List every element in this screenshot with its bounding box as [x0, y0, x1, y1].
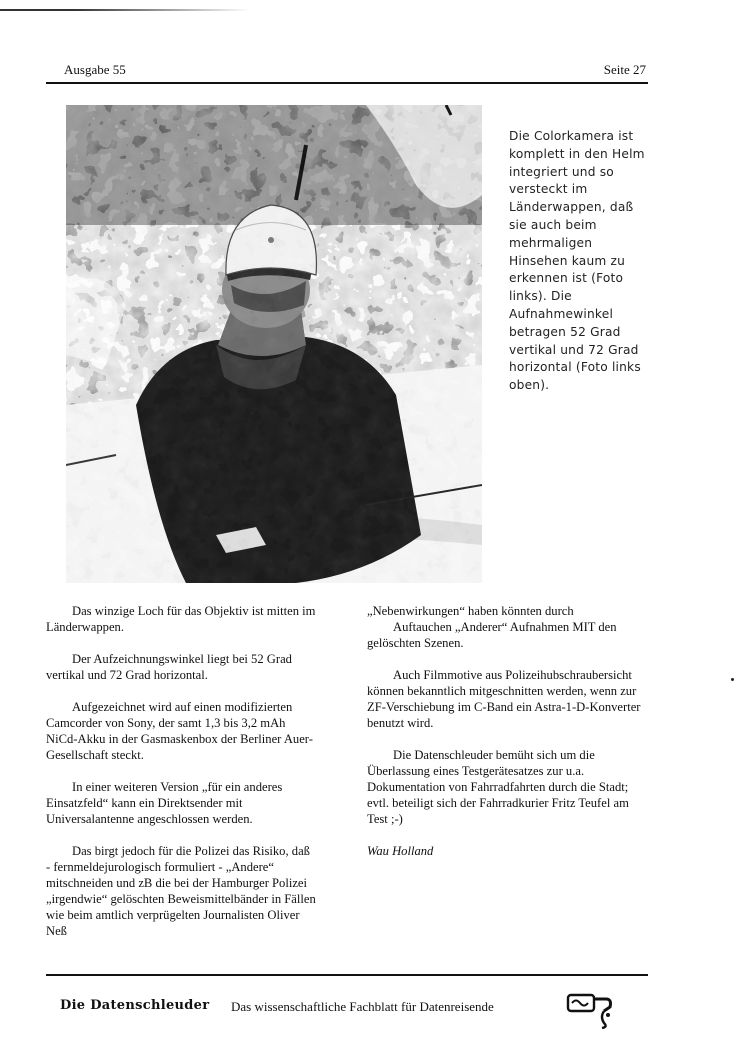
paragraph: Auftauchen „Anderer“ Aufnahmen MIT den gelöschten Szenen. [367, 620, 617, 650]
photo-illustration [66, 105, 482, 583]
author-signature: Wau Holland [367, 844, 434, 858]
paragraph: Das winzige Loch für das Objektiv ist mitten im Länderwappen. [46, 604, 316, 634]
left-column [46, 603, 316, 955]
paragraph: In einer weiteren Version „für ein anderes Einsatzfeld“ kann ein Direktsender mit Universalantenne angeschlossen werden. [46, 780, 283, 826]
footer-brand: Die Datenschleuder [60, 998, 210, 1013]
scan-artifact-line [0, 9, 250, 11]
paragraph: Der Aufzeichnungswinkel liegt bei 52 Grad vertikal und 72 Grad horizontal. [46, 652, 292, 682]
scan-speck [731, 678, 734, 681]
paragraph: Aufgezeichnet wird auf einen modifizierten Camcorder von Sony, der samt 1,3 bis 3,2 mAh NiCd-Akku in der Gasmaskenbox der Berliner Auer-Gesellschaft steckt. [46, 700, 313, 762]
right-column [367, 603, 647, 875]
paragraph: Auch Filmmotive aus Polizeihubschraubersicht können bekanntlich mitgeschnitten werden, wenn zur ZF-Verschiebung im C-Band ein Astra-1-D-Konverter benutzt wird. [367, 668, 641, 730]
paragraph: Die Datenschleuder bemüht sich um die Überlassung eines Testgerätesatzes zur u.a. Dokumentation von Fahrradfahrten durch die Stadt; evtl. beteiligt sich der Fahrradkurier Fritz Teufel am Test ;-) [367, 748, 629, 826]
footer-rule [46, 974, 648, 976]
photo-caption: Die Colorkamera ist komplett in den Helm integriert und so versteckt im Länderwappen, daß sie auch beim mehrmaligen Hinsehen kaum zu erkennen ist (Foto links). Die Aufnahmewinkel betragen 52 Grad vertikal und 72 Grad horizontal (Foto links oben). [509, 129, 645, 393]
issue-number: Ausgabe 55 [64, 62, 126, 77]
page-header [46, 62, 648, 84]
footer-tagline: Das wissenschaftliche Fachblatt für Datenreisende [231, 999, 494, 1014]
paragraph: Das birgt jedoch für die Polizei das Risiko, daß - fernmeldejurologisch formuliert - „Andere“ mitschneiden und zB die bei der Hamburger Polizei „irgendwie“ gelöschten Beweismittelbänder in Fällen wie beim amtlich verprügelten Journalisten Oliver Neß [46, 844, 316, 938]
chaos-knot-logo-icon [566, 989, 618, 1029]
paragraph-continuation: „Nebenwirkungen“ haben könnten durch [367, 604, 574, 618]
page-number: Seite 27 [603, 62, 646, 77]
helmet-camera-photo [66, 105, 482, 583]
